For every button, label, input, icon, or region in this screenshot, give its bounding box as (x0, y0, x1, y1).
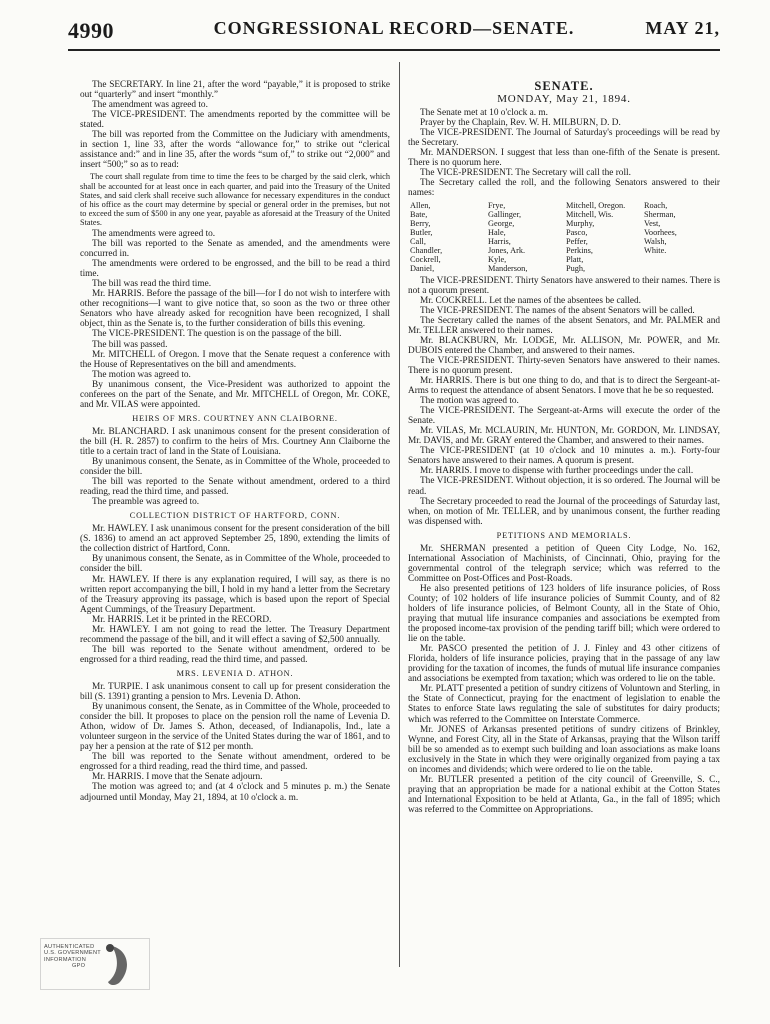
paragraph: The Senate met at 10 o'clock a. m. (420, 108, 548, 119)
paragraph: The Secretary proceeded to read the Journal of the proceedings of Saturday last, when, on motion of Mr. TELLER, and by unanimous consent, the further reading was dispensed with. (408, 496, 720, 527)
senator-name: White. (644, 245, 667, 255)
paragraph: Mr. BUTLER presented a petition of the city council of Greenville, S. C., praying that an appropriation be made for a national exhibit at the Cotton States and International Exposition to be held at Atlanta, Ga., in the fall of 1895; which was referred to the Committee on Appropriations. (408, 774, 720, 815)
paragraph: The VICE-PRESIDENT. The Sergeant-at-Arms will execute the order of the Senate. (408, 406, 720, 427)
paragraph: The VICE-PRESIDENT (at 10 o'clock and 10 minutes a. m.). Forty-four Senators have answered to their names. A quorum is present. (408, 446, 720, 467)
page-number: 4990 (68, 18, 114, 43)
paragraph: Mr. BLANCHARD. I ask unanimous consent for the present consideration of the bill (H. R. 2857) to confirm to the heirs of Mrs. Courtney Ann Claiborne the title to a certain tract of land in the State of Louisiana. (80, 426, 390, 457)
paragraph: Mr. HARRIS. There is but one thing to do, and that is to direct the Sergeant-at-Arms to request the attendance of absent Senators. I move that he be so requested. (408, 375, 720, 397)
gpo-authentication-seal (40, 938, 160, 998)
paragraph: Mr. TURPIE. I ask unanimous consent to call up for present consideration the bill (S. 1391) granting a pension to Mrs. Levenia D. Athon. (80, 682, 390, 703)
senator-name: Manderson, (488, 263, 528, 273)
paragraph: Mr. PASCO presented the petition of J. J. Finley and 43 other citizens of Florida, holders of life insurance policies, praying that in the passage of any law providing for the taxation of incomes, the funds of mutual life insurance companies and associations be exempted from taxation; which was ordered to lie on the table. (408, 644, 720, 685)
paragraph: Mr. SHERMAN presented a petition of Queen City Lodge, No. 162, International Association of Machinists, of Cincinnati, Ohio, praying for the governmental control of the telegraph service; which was referred to the Committee on Post-Offices and Post-Roads. (408, 543, 720, 584)
paragraph: The bill was read the third time. (92, 279, 212, 290)
paragraph: The bill was reported from the Committee on the Judiciary with amendments, in section 1, line 33, after the words “allowance for,” to strike out “clerical assistance and:” and in line 35, after the words “sum of,” to strike out “2,000” and insert “500;” so as to read: (80, 130, 390, 171)
paragraph: The bill was reported to the Senate without amendment, ordered to be engrossed for a third reading, read the third time, and passed. (80, 752, 390, 773)
paragraph: The bill was passed. (92, 339, 168, 350)
senator-name: Murphy, (566, 218, 595, 228)
senator-name: Harris, (488, 236, 511, 246)
seal-text-line: INFORMATION (44, 956, 87, 963)
page-date: MAY 21, (645, 18, 720, 38)
paragraph: The bill was reported to the Senate without amendment, ordered to be engrossed for a third reading, read the third time, and passed. (80, 644, 390, 665)
senator-name: Kyle, (488, 254, 507, 264)
paragraph: The preamble was agreed to. (92, 497, 200, 508)
right-body (408, 276, 720, 815)
senator-name: Walsh, (644, 236, 667, 246)
senator-name: Sherman, (644, 209, 676, 219)
roll-column (642, 201, 720, 273)
senator-name: Call, (410, 236, 426, 246)
senator-name: Chandler, (410, 245, 443, 255)
section-date: MONDAY, May 21, 1894. (497, 93, 631, 106)
seal-text (44, 944, 101, 970)
section-title: SENATE. (534, 79, 594, 93)
paragraph: The amendments were agreed to. (92, 228, 216, 239)
senator-name: George, (488, 218, 515, 228)
seal-text-line: U.S. GOVERNMENT (44, 950, 102, 957)
paragraph: The VICE-PRESIDENT. Without objection, it is so ordered. The Journal will be read. (408, 476, 720, 497)
paragraph: The motion was agreed to. (420, 396, 519, 407)
paragraph: The court shall regulate from time to time the fees to be charged by the said clerk, which shall be accounted for at least once in each quarter, and paid into the Treasury of the United States, and said clerk shall receive such allowance for necessary expenditures in the conduct of his office as the court may determine by special or general order in the premises, but not to exceed the sum of $500 in any one year, payable as aforesaid at the Treasury of the United States. (80, 172, 390, 227)
paragraph: By unanimous consent, the Vice-President was authorized to appoint the conferees on the part of the Senate, and Mr. MITCHELL of Oregon, Mr. COKE, and Mr. VILAS were appointed. (80, 379, 390, 410)
senator-name: Frye, (488, 200, 506, 210)
senator-name: Gallinger, (488, 209, 522, 219)
senator-name: Hale, (488, 227, 506, 237)
paragraph: By unanimous consent, the Senate, as in Committee of the Whole, proceeded to consider the bill. (80, 457, 390, 478)
right-column (408, 81, 720, 815)
roll-column (486, 201, 564, 273)
senator-name: Jones, Ark. (488, 245, 526, 255)
paragraph: Prayer by the Chaplain, Rev. W. H. MILBURN, D. D. (420, 118, 621, 129)
senator-name: Platt, (566, 254, 584, 264)
paragraph: The motion was agreed to. (92, 369, 191, 380)
left-column (80, 80, 390, 803)
senator-name: Bate, (410, 209, 428, 219)
section-heading: PETITIONS AND MEMORIALS. (496, 530, 632, 540)
senator-name: Mitchell, Wis. (566, 209, 614, 219)
paragraph: Mr. HARRIS. Let it be printed in the RECORD. (92, 614, 272, 625)
paragraph: The amendments were ordered to be engrossed, and the bill to be read a third time. (80, 259, 390, 280)
senator-name: Pasco, (566, 227, 588, 237)
column-divider (399, 62, 400, 967)
paragraph: Mr. VILAS, Mr. MCLAURIN, Mr. HUNTON, Mr. GORDON, Mr. LINDSAY, Mr. DAVIS, and Mr. GRAY entered the Chamber, and answered to their names. (408, 426, 720, 447)
paragraph: The amendment was agreed to. (92, 100, 208, 111)
paragraph: The SECRETARY. In line 21, after the word “payable,” it is proposed to strike out “quarterly” and insert “monthly.” (80, 80, 390, 101)
paragraph: Mr. HARRIS. I move to dispense with further proceedings under the call. (420, 466, 694, 477)
paragraph: The VICE-PRESIDENT. Thirty-seven Senators have answered to their names. There is no quorum present. (408, 355, 720, 376)
paragraph: The VICE-PRESIDENT. The Secretary will call the roll. (420, 168, 631, 179)
senator-name: Voorhees, (644, 227, 677, 237)
paragraph: The VICE-PRESIDENT. Thirty Senators have answered to their names. There is not a quorum present. (408, 275, 720, 296)
paragraph: Mr. PLATT presented a petition of sundry citizens of Voluntown and Sterling, in the State of Connecticut, praying for the enactment of legislation to enable the States to enforce State laws regulating the sale of substitutes for dairy products; which was referred to the Committee on Interstate Commerce. (408, 684, 720, 725)
paragraph: Mr. HAWLEY. If there is any explanation required, I will say, as there is no written report accompanying the bill, I hold in my hand a letter from the Secretary of the Treasury approving its passage, which is based upon the report of Special Agent Cummings, of the Treasury Department. (80, 574, 390, 615)
header-rule (68, 49, 720, 51)
roll-column (408, 201, 486, 273)
section-heading: HEIRS OF MRS. COURTNEY ANN CLAIBORNE. (132, 413, 338, 423)
senator-name: Butler, (410, 227, 433, 237)
paragraph: By unanimous consent, the Senate, as in Committee of the Whole, proceeded to consider the bill. It proposes to place on the pension roll the name of Levenia D. Athon, widow of Dr. James S. Athon, deceased, of Indianapolis, Ind., late a volunteer surgeon in the service of the United States during the war of 1861, and to pay her a pension at the rate of $12 per month. (80, 702, 390, 753)
paragraph: The bill was reported to the Senate as amended, and the amendments were concurred in. (80, 239, 390, 260)
paragraph: The VICE-PRESIDENT. The question is on the passage of the bill. (92, 329, 342, 340)
paragraph: Mr. HAWLEY. I ask unanimous consent for the present consideration of the bill (S. 1836) to amend an act approved September 25, 1890, extending the limits of the collection district of Hartford, Conn. (80, 524, 390, 555)
page-header (68, 18, 720, 48)
senator-name: Pugh, (566, 263, 586, 273)
senator-name: Mitchell, Oregon. (566, 200, 626, 210)
paragraph: Mr. HARRIS. I move that the Senate adjourn. (92, 772, 263, 783)
page-title: CONGRESSIONAL RECORD—SENATE. (213, 18, 575, 38)
right-intro (408, 108, 720, 198)
paragraph: Mr. COCKRELL. Let the names of the absentees be called. (420, 295, 641, 306)
senator-name: Perkins, (566, 245, 593, 255)
senator-name: Peffer, (566, 236, 588, 246)
roll-column (564, 201, 642, 273)
paragraph: By unanimous consent, the Senate, as in Committee of the Whole, proceeded to consider the bill. (80, 554, 390, 575)
senator-name: Cockrell, (410, 254, 441, 264)
paragraph: The Secretary called the names of the absent Senators, and Mr. PALMER and Mr. TELLER answered to their names. (408, 315, 720, 336)
senator-name: Allen, (410, 200, 431, 210)
senator-name: Berry, (410, 218, 431, 228)
seal-text-line: AUTHENTICATED (44, 944, 95, 950)
paragraph: The VICE-PRESIDENT. The amendments reported by the committee will be stated. (80, 110, 390, 131)
paragraph: Mr. MITCHELL of Oregon. I move that the Senate request a conference with the House of Representatives on the bill and amendments. (80, 349, 390, 370)
section-heading: COLLECTION DISTRICT OF HARTFORD, CONN. (129, 511, 341, 521)
roll-call-list (408, 201, 720, 273)
seal-text-line: GPO (72, 963, 86, 970)
paragraph: The Secretary called the roll, and the following Senators answered to their names: (408, 178, 720, 199)
senator-name: Daniel, (410, 263, 435, 273)
paragraph: The VICE-PRESIDENT. The names of the absent Senators will be called. (420, 305, 695, 316)
senator-name: Vest, (644, 218, 661, 228)
paragraph: Mr. HAWLEY. I am not going to read the letter. The Treasury Department recommend the passage of the bill, and it will effect a saving of $2,500 annually. (80, 624, 390, 645)
paragraph: The bill was reported to the Senate without amendment, ordered to a third reading, read the third time, and passed. (80, 477, 390, 498)
paragraph: Mr. HARRIS. Before the passage of the bill—for I do not wish to interfere with other recognitions—I want to give notice that, so soon as the two or three other Senators who have already asked for recognition have been recognized, I shall object, thin as the Senate is, to the further consideration of bills this evening. (80, 289, 390, 330)
paragraph: The VICE-PRESIDENT. The Journal of Saturday's proceedings will be read by the Secretary. (408, 128, 720, 149)
paragraph: Mr. BLACKBURN, Mr. LODGE, Mr. ALLISON, Mr. POWER, and Mr. DUBOIS entered the Chamber, and answered to their names. (408, 335, 720, 356)
paragraph: Mr. JONES of Arkansas presented petitions of sundry citizens of Brinkley, Wynne, and Forest City, all in the State of Arkansas, praying that the Wilson tariff bill be so amended as to exempt such building and loan associations as make loans exclusively in the State in which they were originally organized from paying a tax on incomes and dividends; which were ordered to lie on the table. (408, 724, 720, 775)
senator-name: Roach, (644, 200, 668, 210)
paragraph: The motion was agreed to; and (at 4 o'clock and 5 minutes p. m.) the Senate adjourned until Monday, May 21, 1894, at 10 o'clock a. m. (80, 782, 390, 803)
section-heading: MRS. LEVENIA D. ATHON. (176, 668, 294, 678)
paragraph: Mr. MANDERSON. I suggest that less than one-fifth of the Senate is present. There is no quorum here. (408, 148, 720, 169)
paragraph: He also presented petitions of 123 holders of life insurance policies, of Ross County; of 102 holders of life insurance policies of Summit County, and of 82 holders of life insurance policies, of Belmont County, all in the State of Ohio, praying that mutual life insurance companies and associations be exempted from the proposed income-tax provision of the pending tariff bill; which were ordered to lie on the table. (408, 583, 720, 645)
